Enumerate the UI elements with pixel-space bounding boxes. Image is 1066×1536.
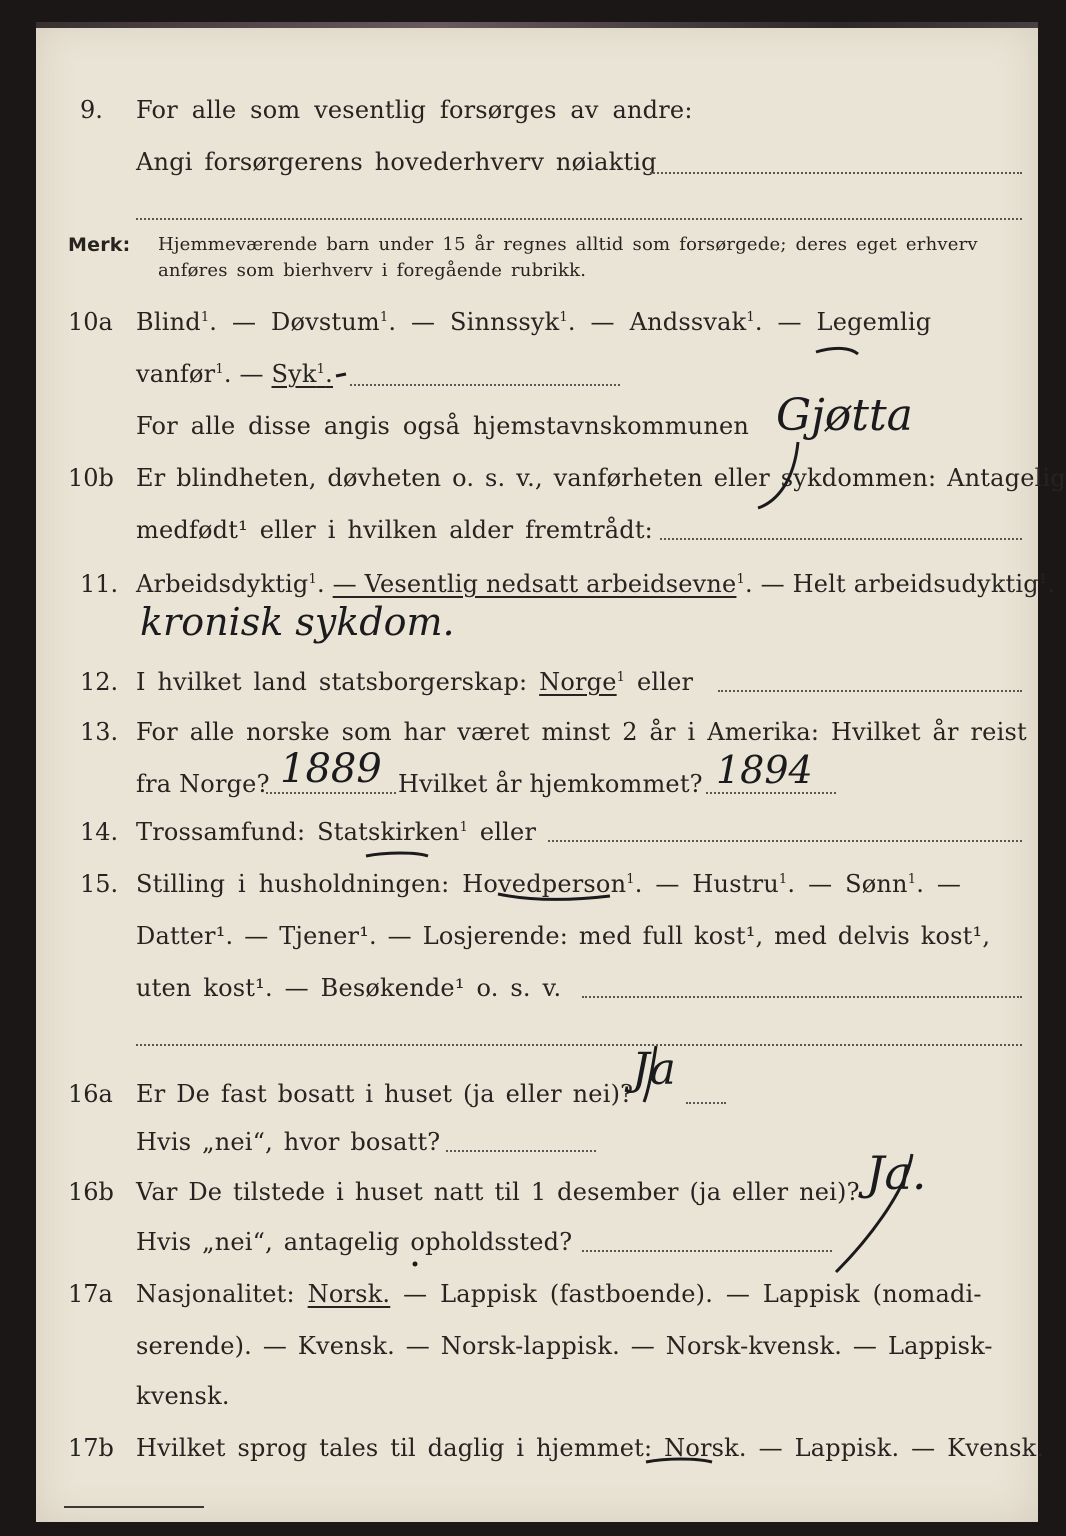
q15-question: Stilling i husholdningen: bbox=[136, 870, 450, 898]
q17a-question: Nasjonalitet: bbox=[136, 1280, 295, 1308]
q14-number: 14. bbox=[80, 818, 119, 846]
q9-number: 9. bbox=[80, 96, 103, 124]
q16a-line2: Hvis „nei“, hvor bosatt? bbox=[136, 1128, 441, 1156]
q17b-options: . — Lappisk. — Kvensk. bbox=[738, 1434, 1045, 1462]
scan-top-edge bbox=[36, 22, 1038, 28]
option-statskirken[interactable]: Statskirken bbox=[317, 818, 460, 846]
q9-answer-line-2[interactable] bbox=[136, 218, 1022, 220]
q13-line2b: Hvilket år hjemkommet? bbox=[398, 770, 703, 798]
q16a-bosatt-line[interactable] bbox=[446, 1150, 596, 1152]
q14-answer-line[interactable] bbox=[548, 840, 1022, 842]
merk-line2: anføres som bierhverv i foregående rubrikk. bbox=[158, 260, 587, 281]
option-helt-arbeidsudyktig[interactable]: — Helt arbeidsudyktig bbox=[760, 570, 1039, 598]
q11-handwritten-answer: kronisk sykdom. bbox=[140, 600, 455, 644]
q13-answer-line-a[interactable] bbox=[266, 792, 396, 794]
q15-answer-line-2[interactable] bbox=[136, 1044, 1022, 1046]
q9-line2: Angi forsørgerens hovederhverv nøiaktig bbox=[136, 148, 657, 176]
syk-mark-stroke bbox=[816, 348, 858, 354]
q13-handwritten-year-out: 1889 bbox=[280, 746, 382, 792]
merk-line1: Hjemmeværende barn under 15 år regnes alltid som forsørgede; deres eget erhverv bbox=[158, 234, 978, 255]
census-form-page bbox=[36, 22, 1066, 1522]
q12-question: I hvilket land statsborgerskap: bbox=[136, 668, 528, 696]
option-norge[interactable]: Norge bbox=[539, 668, 617, 696]
q10a-line3: For alle disse angis også hjemstavnskommunen bbox=[136, 412, 750, 440]
option-sonn[interactable]: — Sønn bbox=[808, 870, 908, 898]
q13-number: 13. bbox=[80, 718, 119, 746]
q9-line1: For alle som vesentlig forsørges av andre: bbox=[136, 96, 693, 124]
syk-tick bbox=[336, 374, 346, 376]
option-hustru[interactable]: — Hustru bbox=[655, 870, 779, 898]
footnote-rule bbox=[64, 1506, 204, 1508]
q10b-line1: Er blindheten, døvheten o. s. v., vanførheten eller sykdommen: Antagelig bbox=[136, 464, 1066, 492]
q10a-line2: vanfør$^1$. — Syk$^1$. bbox=[136, 360, 333, 388]
q15-line3: uten kost¹. — Besøkende¹ o. s. v. bbox=[136, 974, 562, 1002]
q17a-line1 bbox=[136, 1280, 982, 1308]
q16b-line2: Hvis „nei“, antagelig opholdssted? bbox=[136, 1228, 573, 1256]
option-dovstum[interactable]: — Døvstum bbox=[231, 308, 380, 336]
q10b-answer-line[interactable] bbox=[660, 538, 1022, 540]
q16b-handwritten-answer: Ja. bbox=[866, 1146, 927, 1200]
q13-line1: For alle norske som har været minst 2 år i Amerika: Hvilket år reist bbox=[136, 718, 1027, 746]
option-hovedperson[interactable]: Hovedperson bbox=[462, 870, 627, 898]
q16b-number: 16b bbox=[68, 1178, 114, 1206]
q15-line2: Datter¹. — Tjener¹. — Losjerende: med full kost¹, med delvis kost¹, bbox=[136, 922, 991, 950]
q17a-options: — Lappisk (fastboende). — Lappisk (nomadi- bbox=[403, 1280, 982, 1308]
q10b-line2: medfødt¹ eller i hvilken alder fremtrådt: bbox=[136, 516, 653, 544]
norsk-dot bbox=[413, 1262, 418, 1267]
q9-answer-line[interactable] bbox=[650, 172, 1022, 174]
q15-line1: Stilling i husholdningen: Hovedperson$^1$. — Hustru$^1$. — Sønn$^1$. — bbox=[136, 870, 962, 898]
option-andssvak[interactable]: — Andssvak bbox=[590, 308, 747, 336]
option-legemlig[interactable]: — Legemlig bbox=[777, 308, 932, 336]
q17b-question: Hvilket sprog tales til daglig i hjemmet: bbox=[136, 1434, 653, 1462]
option-vesentlig-nedsatt[interactable]: — Vesentlig nedsatt arbeidsevne bbox=[332, 570, 737, 598]
q16b-opholdssted-line[interactable] bbox=[582, 1250, 832, 1252]
q15-number: 15. bbox=[80, 870, 119, 898]
q13-handwritten-year-home: 1894 bbox=[716, 748, 813, 792]
q10a-line2-blank[interactable] bbox=[350, 384, 620, 386]
q14-line: Trossamfund: Statskirken$^1$ eller bbox=[136, 818, 537, 846]
q11-number: 11. bbox=[80, 570, 119, 598]
option-blind[interactable]: Blind bbox=[136, 308, 201, 336]
q17a-number: 17a bbox=[68, 1280, 113, 1308]
q13-line2a: fra Norge? bbox=[136, 770, 270, 798]
statskirken-underline bbox=[366, 853, 428, 856]
q10a-line1: Blind$^1$. — Døvstum$^1$. — Sinnssyk$^1$. — Andssvak$^1$. — Legemlig bbox=[136, 308, 932, 336]
q16a-handwritten-answer: Ja bbox=[632, 1044, 676, 1095]
option-arbeidsdyktig[interactable]: Arbeidsdyktig bbox=[136, 570, 309, 598]
q12-answer-line[interactable] bbox=[718, 690, 1022, 692]
merk-label: Merk: bbox=[68, 234, 131, 256]
q17b-number: 17b bbox=[68, 1434, 114, 1462]
q15-dash: — bbox=[936, 870, 962, 898]
option-syk[interactable]: Syk$^1$. bbox=[271, 360, 333, 388]
q17a-line3: kvensk. bbox=[136, 1382, 230, 1410]
q11-line: Arbeidsdyktig$^1$. — Vesentlig nedsatt arbeidsevne$^1$. — Helt arbeidsudyktig$^1$. bbox=[136, 570, 1056, 598]
q16a-answer-line[interactable] bbox=[686, 1102, 726, 1104]
q10b-number: 10b bbox=[68, 464, 114, 492]
q17b-line bbox=[136, 1434, 1044, 1462]
q16a-number: 16a bbox=[68, 1080, 113, 1108]
q16a-line1: Er De fast bosatt i huset (ja eller nei)? bbox=[136, 1080, 634, 1108]
q15-answer-line[interactable] bbox=[582, 996, 1022, 998]
q17a-line2: serende). — Kvensk. — Norsk-lappisk. — Norsk-kvensk. — Lappisk- bbox=[136, 1332, 993, 1360]
q12-eller: eller bbox=[636, 668, 694, 696]
q14-question: Trossamfund: bbox=[136, 818, 306, 846]
option-norsk[interactable]: Norsk. bbox=[307, 1280, 391, 1308]
q14-eller: eller bbox=[479, 818, 537, 846]
q13-answer-line-b[interactable] bbox=[706, 792, 836, 794]
q10a-number: 10a bbox=[68, 308, 113, 336]
q12-line: I hvilket land statsborgerskap: Norge$^1$ eller bbox=[136, 668, 694, 696]
option-vanfor[interactable]: vanfør bbox=[136, 360, 216, 388]
q10a-handwritten-answer: Gjøtta bbox=[776, 390, 913, 441]
option-norsk-sprog[interactable]: Norsk bbox=[664, 1434, 739, 1462]
q12-number: 12. bbox=[80, 668, 119, 696]
option-sinnssyk[interactable]: — Sinnssyk bbox=[410, 308, 560, 336]
q16b-line1: Var De tilstede i huset natt til 1 desember (ja eller nei)? bbox=[136, 1178, 860, 1206]
